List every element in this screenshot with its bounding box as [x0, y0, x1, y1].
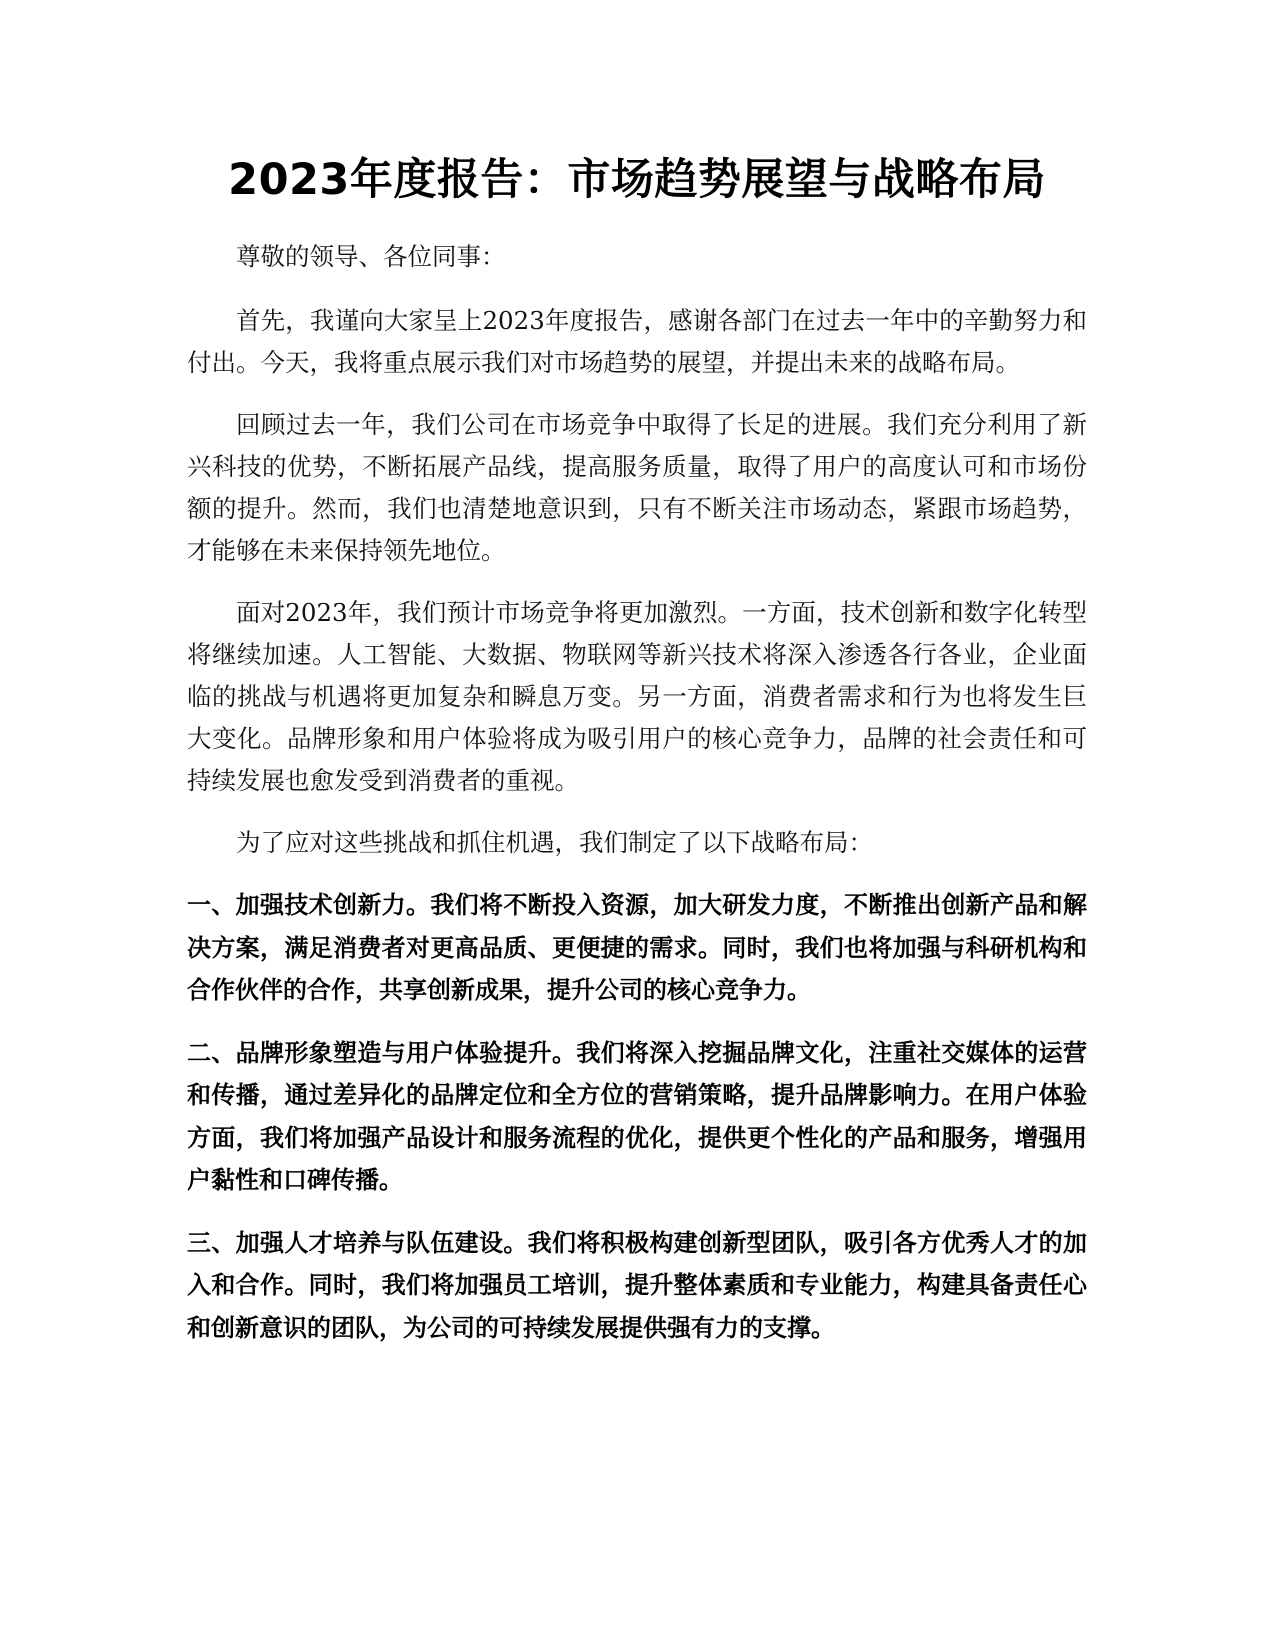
- strategy-item-technology: 一、加强技术创新力。我们将不断投入资源，加大研发力度，不断推出创新产品和解决方案，满足消费者对更高品质、更便捷的需求。同时，我们也将加强与科研机构和合作伙伴的合作，共享创新成果，提升公司的核心竞争力。: [187, 891, 1087, 1004]
- strategy-item-talent: 三、加强人才培养与队伍建设。我们将积极构建创新型团队，吸引各方优秀人才的加入和合作。同时，我们将加强员工培训，提升整体素质和专业能力，构建具备责任心和创新意识的团队，为公司的可持续发展提供强有力的支撑。: [187, 1228, 1087, 1342]
- page-title: 2023年度报告：市场趋势展望与战略布局: [228, 155, 1046, 205]
- outlook-paragraph: 面对2023年，我们预计市场竞争将更加激烈。一方面，技术创新和数字化转型将继续加速。人工智能、大数据、物联网等新兴技术将深入渗透各行各业，企业面临的挑战与机遇将更加复杂和瞬息万变。另一方面，消费者需求和行为也将发生巨大变化。品牌形象和用户体验将成为吸引用户的核心竞争力，品牌的社会责任和可持续发展也愈发受到消费者的重视。: [187, 598, 1087, 795]
- review-paragraph: 回顾过去一年，我们公司在市场竞争中取得了长足的进展。我们充分利用了新兴科技的优势，不断拓展产品线，提高服务质量，取得了用户的高度认可和市场份额的提升。然而，我们也清楚地意识到，只有不断关注市场动态，紧跟市场趋势，才能够在未来保持领先地位。: [187, 410, 1087, 565]
- strategy-item-brand: 二、品牌形象塑造与用户体验提升。我们将深入挖掘品牌文化，注重社交媒体的运营和传播，通过差异化的品牌定位和全方位的营销策略，提升品牌影响力。在用户体验方面，我们将加强产品设计和服务流程的优化，提供更个性化的产品和服务，增强用户黏性和口碑传播。: [187, 1038, 1087, 1194]
- document-page: [187, 150, 1087, 1369]
- intro-paragraph: 首先，我谨向大家呈上2023年度报告，感谢各部门在过去一年中的辛勤努力和付出。今天，我将重点展示我们对市场趋势的展望，并提出未来的战略布局。: [187, 306, 1087, 377]
- strategy-intro-paragraph: 为了应对这些挑战和抓住机遇，我们制定了以下战略布局：: [236, 828, 873, 857]
- salutation-paragraph: 尊敬的领导、各位同事：: [236, 242, 506, 271]
